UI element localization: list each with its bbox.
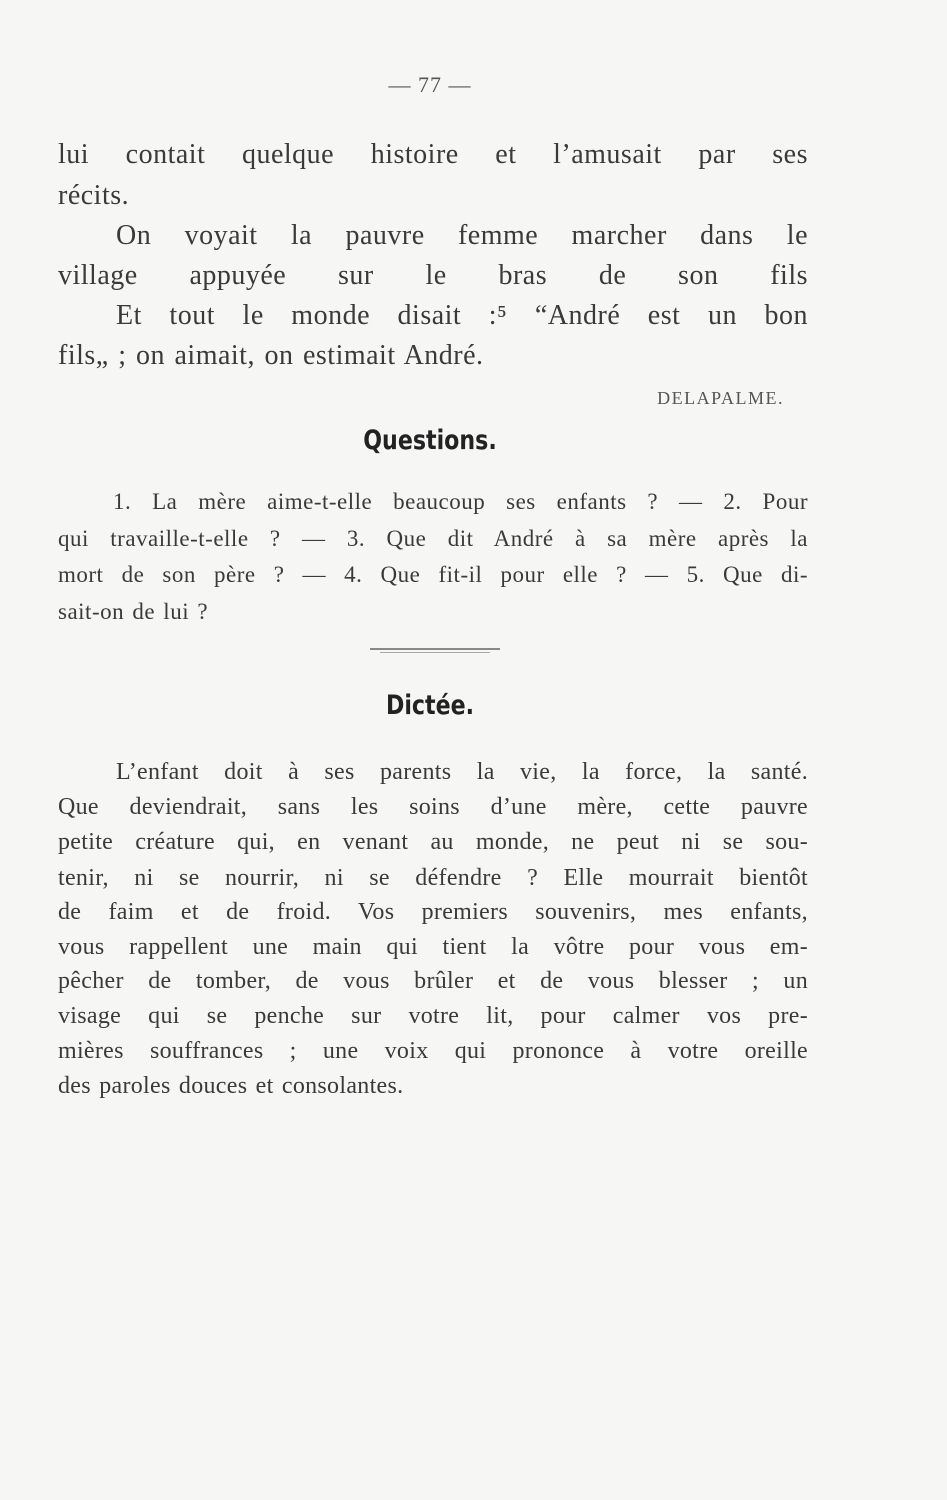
story-line: Et tout le monde disait :⁵ “André est un bon <box>116 300 808 331</box>
section-separator <box>370 648 500 650</box>
story-line: village appuyée sur le bras de son fils <box>58 260 808 291</box>
dictee-heading: Dictée. <box>385 690 475 721</box>
story-line: fils„ ; on aimait, on estimait André. <box>58 340 484 371</box>
author-signature: DELAPALME. <box>657 388 784 408</box>
story-line: On voyait la pauvre femme marcher dans le <box>116 220 808 251</box>
dictee-line: Que deviendrait, sans les soins d’une mère, cette pauvre <box>58 794 808 820</box>
dictee-line: tenir, ni se nourrir, ni se défendre ? Elle mourrait bientôt <box>58 865 808 891</box>
question-line: sait-on de lui ? <box>58 599 209 624</box>
dictee-line: pêcher de tomber, de vous brûler et de vous blesser ; un <box>58 968 808 994</box>
dictee-line: des paroles douces et consolantes. <box>58 1073 404 1099</box>
dictee-line: de faim et de froid. Vos premiers souvenirs, mes enfants, <box>58 899 808 925</box>
dictee-line: vous rappellent une main qui tient la vôtre pour vous em- <box>58 934 808 960</box>
question-line: 1. La mère aime-t-elle beaucoup ses enfants ? — 2. Pour <box>113 489 808 514</box>
dictee-line: mières souffrances ; une voix qui prononce à votre oreille <box>58 1038 808 1064</box>
story-line: récits. <box>58 180 130 211</box>
questions-heading: Questions. <box>363 425 497 456</box>
dictee-line: petite créature qui, en venant au monde, ne peut ni se sou- <box>58 829 808 855</box>
dictee-line: visage qui se penche sur votre lit, pour calmer vos pre- <box>58 1003 808 1029</box>
story-line: lui contait quelque histoire et l’amusait par ses <box>58 139 808 170</box>
question-line: qui travaille-t-elle ? — 3. Que dit André à sa mère après la <box>58 526 808 551</box>
dictee-line: L’enfant doit à ses parents la vie, la force, la santé. <box>116 759 808 785</box>
question-line: mort de son père ? — 4. Que fit-il pour elle ? — 5. Que di- <box>58 562 808 587</box>
page-number: — 77 — <box>388 72 472 97</box>
